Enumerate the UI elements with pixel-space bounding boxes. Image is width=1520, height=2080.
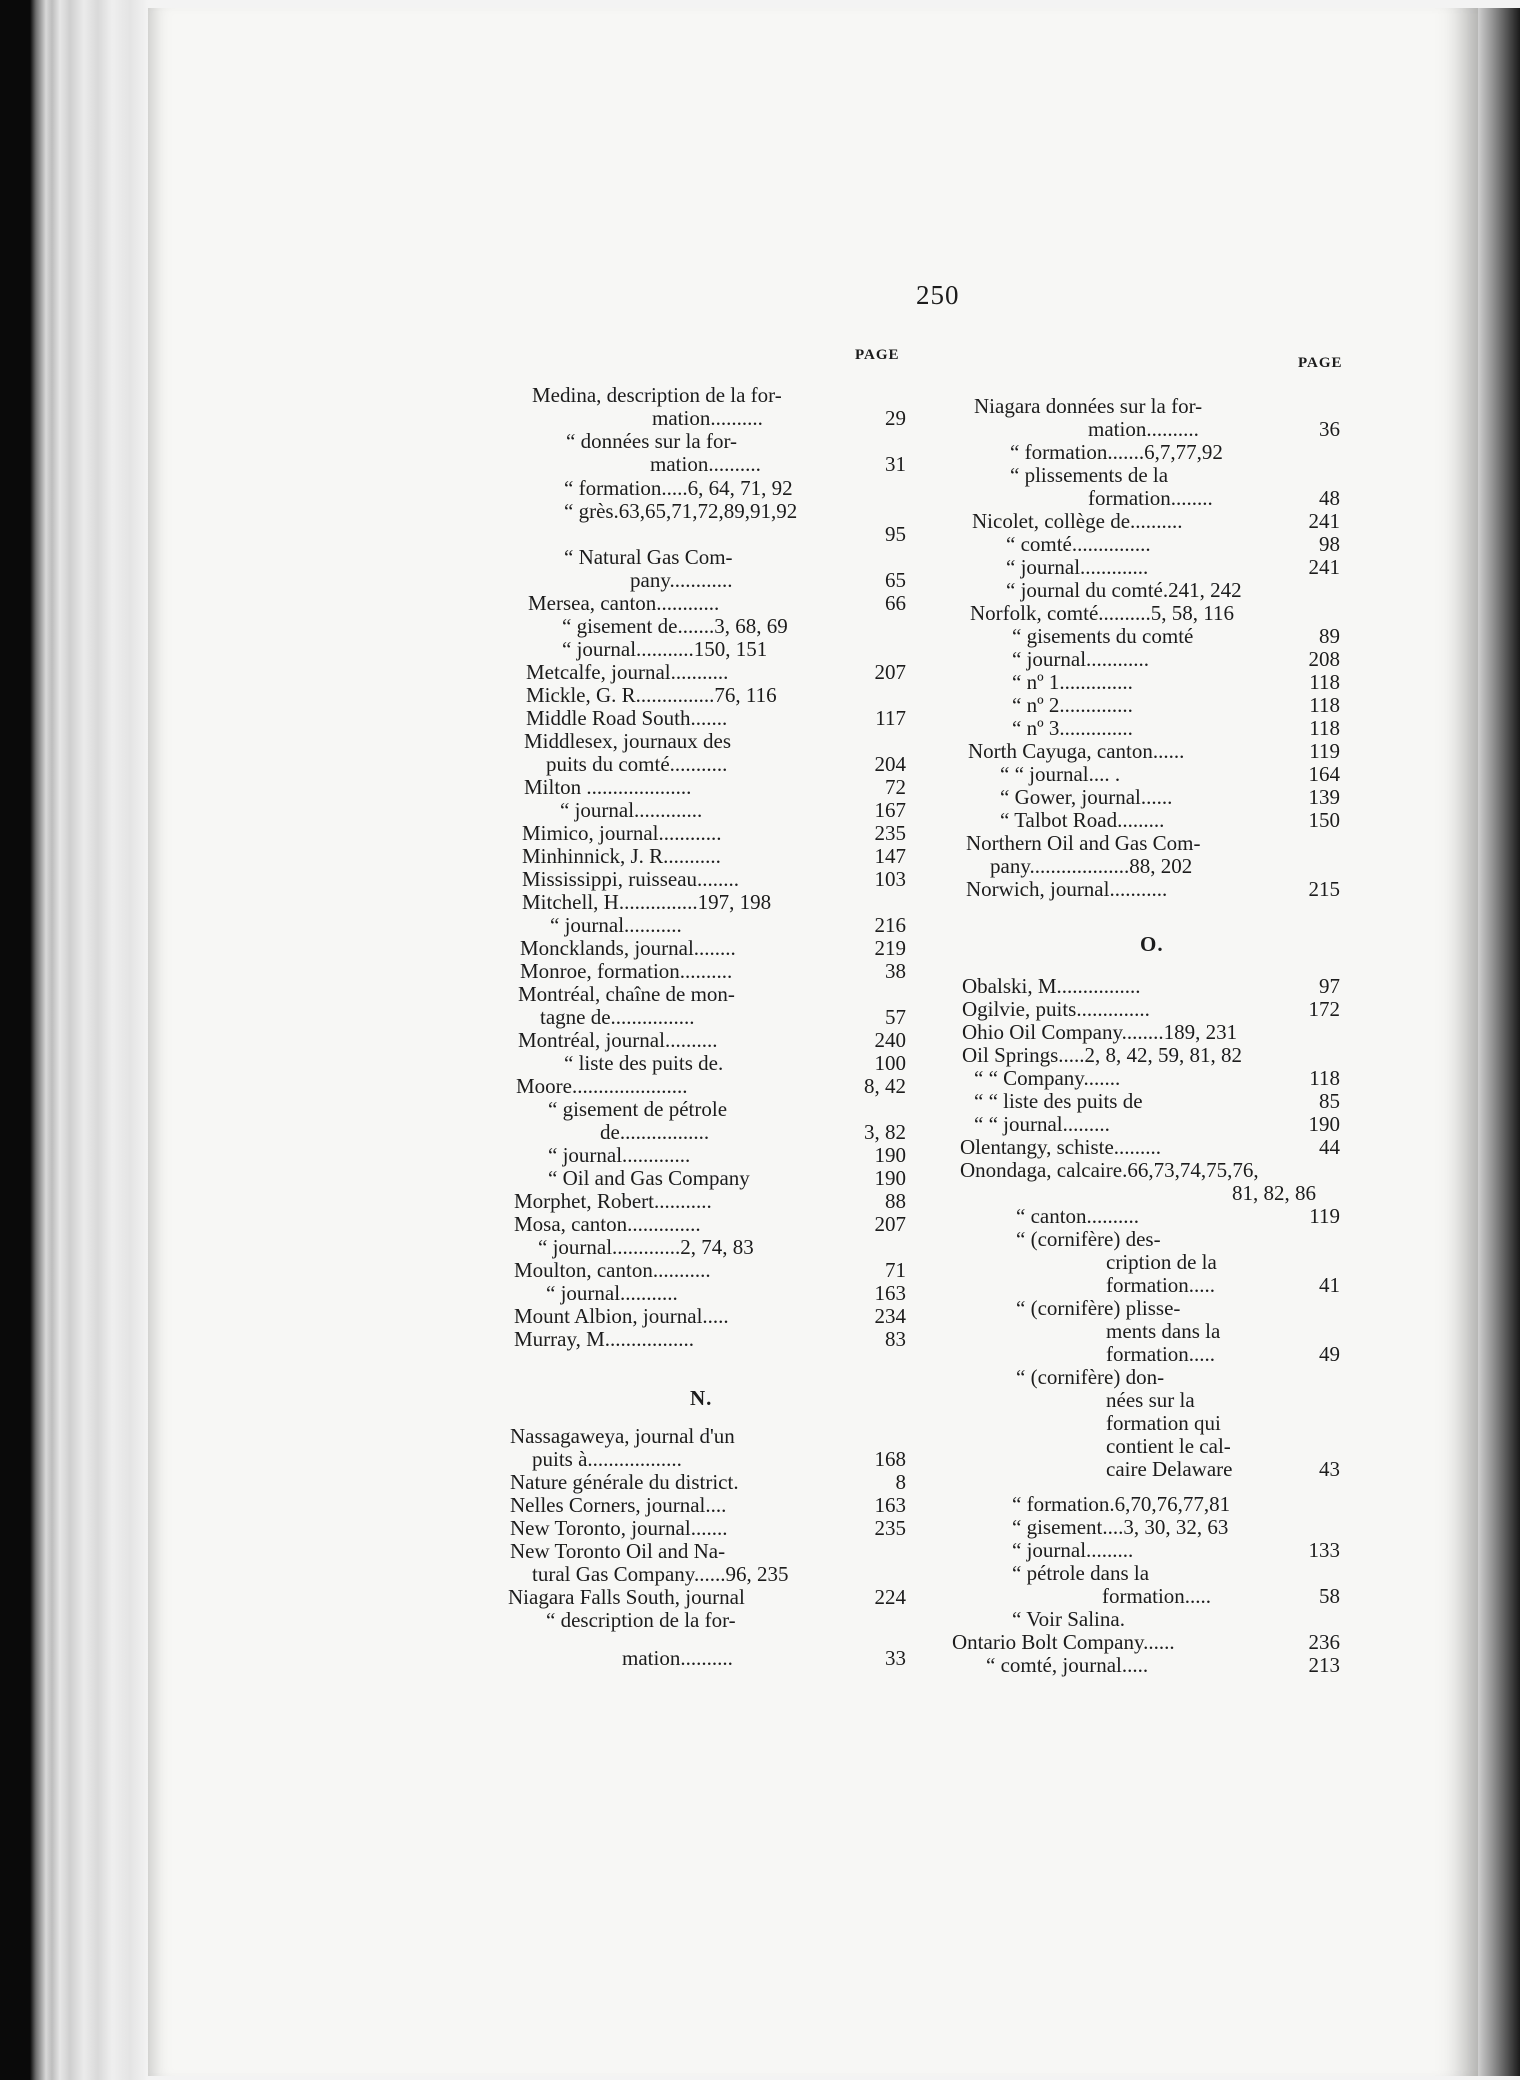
- index-entry-page: 216: [874, 913, 906, 937]
- index-entry-text: puits du comté...........: [546, 752, 728, 776]
- index-entry: [550, 914, 906, 937]
- index-entry: [538, 1236, 906, 1259]
- index-entry-text: Medina, description de la for-: [532, 383, 782, 407]
- index-entry: [510, 1540, 906, 1563]
- index-entry-text: Montréal, chaîne de mon-: [518, 982, 735, 1006]
- index-entry-text: Northern Oil and Gas Com-: [966, 831, 1201, 855]
- index-entry-text: Norwich, journal...........: [966, 877, 1168, 901]
- index-entry-page: 89: [1319, 624, 1340, 648]
- index-entry-text: “ canton..........: [1016, 1204, 1140, 1228]
- index-entry-text: “ journal du comté.241, 242: [1006, 578, 1242, 602]
- index-entry-text: New Toronto, journal.......: [510, 1516, 728, 1540]
- index-entry-page: 172: [1308, 997, 1340, 1021]
- index-entry-text: Middlesex, journaux des: [524, 729, 732, 753]
- index-entry-page: 95: [885, 522, 906, 546]
- index-entry-text: “ formation.6,70,76,77,81: [1012, 1492, 1231, 1516]
- index-entry: [1012, 1516, 1340, 1539]
- index-entry: [522, 822, 906, 845]
- index-entry: [532, 1448, 906, 1471]
- index-entry-page: 66: [885, 591, 906, 615]
- index-entry-page: 240: [874, 1028, 906, 1052]
- index-entry-page: 219: [874, 936, 906, 960]
- index-entry-text: Onondaga, calcaire.66,73,74,75,76,: [960, 1158, 1259, 1182]
- index-entry-text: ments dans la: [1106, 1319, 1221, 1343]
- index-entry: [1006, 533, 1340, 556]
- index-entry: [560, 799, 906, 822]
- index-entry: [970, 602, 1340, 625]
- index-entry-text: “ formation.......6,7,77,92: [1010, 440, 1223, 464]
- index-entry: [1012, 1493, 1340, 1516]
- index-entry-text: tural Gas Company......96, 235: [532, 1562, 789, 1586]
- index-entry: [562, 638, 906, 661]
- index-entry-text: Ontario Bolt Company......: [952, 1630, 1175, 1654]
- index-entry: [548, 1167, 906, 1190]
- index-entry: [962, 975, 1340, 998]
- index-entry-page: 119: [1309, 739, 1340, 763]
- index-entry-page: 235: [874, 1516, 906, 1540]
- index-entry-text: “ description de la for-: [546, 1608, 736, 1632]
- index-entry-text: formation.....: [1102, 1584, 1212, 1608]
- index-entry-text: “ “ Company.......: [974, 1066, 1121, 1090]
- index-entry: [1102, 1585, 1340, 1608]
- index-entry-page: 41: [1319, 1273, 1340, 1297]
- index-entry: [562, 615, 906, 638]
- index-entry-page: 97: [1319, 974, 1340, 998]
- index-entry: [1232, 1182, 1340, 1205]
- index-entry-text: Murray, M.................: [514, 1327, 695, 1351]
- index-entry-page: 117: [875, 706, 906, 730]
- index-entry: [514, 1305, 906, 1328]
- index-entry-text: Ogilvie, puits..............: [962, 997, 1150, 1021]
- index-entry-page: 118: [1309, 1066, 1340, 1090]
- right-column-page-header: PAGE: [1298, 355, 1343, 371]
- index-entry-text: Mississippi, ruisseau........: [522, 867, 740, 891]
- index-entry-page: 204: [874, 752, 906, 776]
- index-entry: [564, 477, 906, 500]
- index-entry-page: 49: [1319, 1342, 1340, 1366]
- index-entry: [1106, 1251, 1340, 1274]
- index-entry: [1106, 1274, 1340, 1297]
- page-gutter-shadow: [1478, 8, 1520, 2076]
- index-entry-page: 65: [885, 568, 906, 592]
- index-entry: [1106, 1320, 1340, 1343]
- index-entry: [630, 569, 906, 592]
- section-letter-n: N.: [690, 1386, 713, 1410]
- index-entry-text: tagne de................: [540, 1005, 695, 1029]
- index-entry-text: “ “ liste des puits de: [974, 1089, 1143, 1113]
- index-entry-text: “ grès.63,65,71,72,89,91,92: [564, 499, 798, 523]
- index-entry-text: “ journal.............2, 74, 83: [538, 1235, 754, 1259]
- index-entry: [532, 384, 906, 407]
- index-entry: [564, 546, 906, 569]
- index-entry: [1000, 763, 1340, 786]
- index-entry-text: “ journal...........: [546, 1281, 678, 1305]
- index-entry-text: “ Natural Gas Com-: [564, 545, 733, 569]
- index-entry-text: Mersea, canton............: [528, 591, 720, 615]
- index-entry-page: 208: [1308, 647, 1340, 671]
- index-entry-page: 236: [1308, 1630, 1340, 1654]
- index-entry: [652, 407, 906, 430]
- index-entry: [522, 891, 906, 914]
- index-entry-text: “ gisements du comté: [1012, 624, 1194, 648]
- index-entry-page: 164: [1308, 762, 1340, 786]
- index-entry-page: 213: [1308, 1653, 1340, 1677]
- index-entry: [1016, 1205, 1340, 1228]
- index-entry: [510, 1517, 906, 1540]
- index-entry-text: Norfolk, comté..........5, 58, 116: [970, 601, 1235, 625]
- index-entry: [546, 753, 906, 776]
- index-entry-page: 57: [885, 1005, 906, 1029]
- index-entry-text: “ journal.............: [1006, 555, 1149, 579]
- index-entry-text: Moulton, canton...........: [514, 1258, 711, 1282]
- index-entry-page: 150: [1308, 808, 1340, 832]
- index-entry-page: 119: [1309, 1204, 1340, 1228]
- index-entry-text: formation.....: [1106, 1342, 1216, 1366]
- index-entry-text: Moore......................: [516, 1074, 688, 1098]
- index-entry-text: formation.....: [1106, 1273, 1216, 1297]
- index-entry: [1016, 1297, 1340, 1320]
- index-entry-text: Oil Springs.....2, 8, 42, 59, 81, 82: [962, 1043, 1243, 1067]
- index-entry-text: “ nº 3..............: [1012, 716, 1133, 740]
- index-entry: [1088, 418, 1340, 441]
- index-entry: [520, 960, 906, 983]
- index-entry-page: 85: [1319, 1089, 1340, 1113]
- index-entry-text: Mosa, canton..............: [514, 1212, 701, 1236]
- index-entry-page: 83: [885, 1327, 906, 1351]
- index-entry-page: 44: [1319, 1135, 1340, 1159]
- index-entry: [962, 998, 1340, 1021]
- index-entry-text: Minhinnick, J. R...........: [522, 844, 721, 868]
- index-entry-page: 190: [874, 1166, 906, 1190]
- index-entry-text: Milton ....................: [524, 775, 692, 799]
- index-entry-text: formation qui: [1106, 1411, 1221, 1435]
- left-column-page-header: PAGE: [855, 347, 900, 363]
- index-entry: [510, 1425, 906, 1448]
- index-entry: [518, 1029, 906, 1052]
- index-entry: [564, 500, 906, 523]
- index-entry-page: 98: [1319, 532, 1340, 556]
- index-entry: [1012, 625, 1340, 648]
- index-entry-text: de.................: [600, 1120, 710, 1144]
- index-entry-text: pany...................88, 202: [990, 854, 1193, 878]
- index-entry: [1000, 786, 1340, 809]
- index-entry: [952, 1631, 1340, 1654]
- index-entry: [510, 1471, 906, 1494]
- index-entry-text: “ nº 1..............: [1012, 670, 1133, 694]
- index-entry-page: 8, 42: [864, 1074, 906, 1098]
- index-entry: [650, 453, 906, 476]
- index-entry-text: mation..........: [652, 406, 763, 430]
- index-entry: [1012, 694, 1340, 717]
- index-entry-text: “ journal.............: [560, 798, 703, 822]
- index-entry: [548, 1098, 906, 1121]
- index-entry-page: 147: [874, 844, 906, 868]
- index-entry-text: puits à..................: [532, 1447, 682, 1471]
- index-entry: [1012, 1562, 1340, 1585]
- index-entry-page: 43: [1319, 1457, 1340, 1481]
- index-entry: [1010, 441, 1340, 464]
- index-entry: [514, 1259, 906, 1282]
- index-entry: [564, 1052, 906, 1075]
- index-entry: [540, 1006, 906, 1029]
- index-entry: [526, 707, 906, 730]
- index-entry-page: 163: [874, 1281, 906, 1305]
- index-entry: [960, 1136, 1340, 1159]
- index-entry: [1106, 1458, 1340, 1481]
- index-entry: [1012, 648, 1340, 671]
- index-entry-text: “ gisement de pétrole: [548, 1097, 728, 1121]
- index-entry: [600, 1121, 906, 1144]
- index-entry-page: 71: [885, 1258, 906, 1282]
- index-entry: [508, 1586, 906, 1609]
- index-entry-text: “ “ journal.... .: [1000, 762, 1121, 786]
- index-entry-text: “ journal...........150, 151: [562, 637, 768, 661]
- index-entry-text: “ formation.....6, 64, 71, 92: [564, 476, 793, 500]
- index-entry-text: Olentangy, schiste.........: [960, 1135, 1162, 1159]
- index-entry: [1106, 1343, 1340, 1366]
- index-entry-page: 118: [1309, 716, 1340, 740]
- index-entry: [986, 1654, 1340, 1677]
- index-entry-page: 167: [874, 798, 906, 822]
- index-entry-text: Mickle, G. R...............76, 116: [526, 683, 777, 707]
- index-entry: [972, 510, 1340, 533]
- index-entry-text: “ (cornifère) plisse-: [1016, 1296, 1181, 1320]
- index-entry-text: caire Delaware: [1106, 1457, 1233, 1481]
- index-entry-text: cription de la: [1106, 1250, 1217, 1274]
- index-entry-text: “ journal............: [1012, 647, 1150, 671]
- index-entry-text: mation..........: [622, 1646, 733, 1670]
- index-entry: [1106, 1435, 1340, 1458]
- index-entry: [514, 1190, 906, 1213]
- index-entry: [522, 845, 906, 868]
- index-entry-page: 224: [874, 1585, 906, 1609]
- index-entry: [974, 395, 1340, 418]
- index-entry-page: 29: [885, 406, 906, 430]
- index-entry: [966, 832, 1340, 855]
- index-entry-page: 33: [885, 1646, 906, 1670]
- index-entry-text: Montréal, journal..........: [518, 1028, 718, 1052]
- index-entry-page: 235: [874, 821, 906, 845]
- index-entry-page: 241: [1308, 555, 1340, 579]
- index-entry-page: 190: [874, 1143, 906, 1167]
- index-entry-text: “ “ journal.........: [974, 1112, 1110, 1136]
- index-entry: [526, 661, 906, 684]
- index-entry-page: 72: [885, 775, 906, 799]
- index-entry: [566, 430, 906, 453]
- index-entry: [1012, 1608, 1340, 1631]
- index-entry: [1010, 464, 1340, 487]
- index-entry: [526, 684, 906, 707]
- index-entry: [1016, 1366, 1340, 1389]
- index-entry: [1012, 671, 1340, 694]
- index-entry-text: “ comté...............: [1006, 532, 1151, 556]
- index-entry: [546, 1282, 906, 1305]
- index-entry-page: 88: [885, 1189, 906, 1213]
- index-entry-text: Middle Road South.......: [526, 706, 728, 730]
- index-entry-text: mation..........: [1088, 417, 1199, 441]
- index-entry-page: 234: [874, 1304, 906, 1328]
- index-entry-text: Obalski, M................: [962, 974, 1141, 998]
- index-entry: [990, 855, 1340, 878]
- index-entry-text: “ gisement....3, 30, 32, 63: [1012, 1515, 1229, 1539]
- index-entry-text: “ données sur la for-: [566, 429, 738, 453]
- index-entry: [962, 1021, 1340, 1044]
- index-entry: [974, 1113, 1340, 1136]
- index-entry-text: “ journal.............: [548, 1143, 691, 1167]
- index-entry-text: 81, 82, 86: [1232, 1181, 1316, 1205]
- index-entry-text: Mount Albion, journal.....: [514, 1304, 729, 1328]
- index-entry-page: 3, 82: [864, 1120, 906, 1144]
- index-entry-text: Nicolet, collège de..........: [972, 509, 1183, 533]
- index-entry: [974, 1090, 1340, 1113]
- index-entry: [1106, 1389, 1340, 1412]
- index-entry-text: Niagara données sur la for-: [974, 394, 1203, 418]
- index-entry-text: nées sur la: [1106, 1388, 1195, 1412]
- index-entry-text: “ journal...........: [550, 913, 682, 937]
- index-entry: [622, 1647, 906, 1670]
- index-entry: [960, 1159, 1340, 1182]
- index-entry-page: 118: [1309, 693, 1340, 717]
- index-entry-page: 168: [874, 1447, 906, 1471]
- index-entry-page: 163: [874, 1493, 906, 1517]
- index-entry-text: Niagara Falls South, journal: [508, 1585, 745, 1609]
- index-entry-text: Moncklands, journal........: [520, 936, 736, 960]
- index-entry-text: “ comté, journal.....: [986, 1653, 1149, 1677]
- index-entry: [1012, 1539, 1340, 1562]
- index-entry-text: New Toronto Oil and Na-: [510, 1539, 726, 1563]
- index-entry-text: Monroe, formation..........: [520, 959, 733, 983]
- index-entry-page: 207: [874, 660, 906, 684]
- index-entry-text: North Cayuga, canton......: [968, 739, 1185, 763]
- index-entry: [510, 1494, 906, 1517]
- index-entry: [548, 1144, 906, 1167]
- index-entry-text: “ Oil and Gas Company: [548, 1166, 750, 1190]
- index-entry-page: 103: [874, 867, 906, 891]
- index-entry: [546, 1609, 906, 1632]
- index-entry-text: “ Gower, journal......: [1000, 785, 1173, 809]
- index-entry-text: “ plissements de la: [1010, 463, 1169, 487]
- index-entry-page: 133: [1308, 1538, 1340, 1562]
- index-entry: [514, 1328, 906, 1351]
- index-entry: [524, 776, 906, 799]
- index-entry-page: 100: [874, 1051, 906, 1075]
- index-entry: [522, 868, 906, 891]
- index-entry-page: 241: [1308, 509, 1340, 533]
- index-entry: [968, 740, 1340, 763]
- index-entry-text: Mimico, journal............: [522, 821, 722, 845]
- index-entry-page: 207: [874, 1212, 906, 1236]
- index-entry: [516, 1075, 906, 1098]
- index-entry: [1006, 579, 1340, 602]
- index-entry: [1000, 809, 1340, 832]
- index-entry: [532, 1563, 906, 1586]
- index-entry-text: “ gisement de.......3, 68, 69: [562, 614, 788, 638]
- index-entry-text: Nassagaweya, journal d'un: [510, 1424, 735, 1448]
- index-entry: [520, 937, 906, 960]
- index-entry-page: 36: [1319, 417, 1340, 441]
- index-entry: [1016, 1228, 1340, 1251]
- index-entry: [1012, 717, 1340, 740]
- index-entry: [514, 1213, 906, 1236]
- index-entry-text: mation..........: [650, 452, 761, 476]
- index-entry-text: Nature générale du district.: [510, 1470, 739, 1494]
- index-entry-text: “ nº 2..............: [1012, 693, 1133, 717]
- index-entry-page: 8: [895, 1470, 906, 1494]
- index-entry-text: contient le cal-: [1106, 1434, 1231, 1458]
- index-entry-text: “ (cornifère) don-: [1016, 1365, 1165, 1389]
- section-letter-o: O.: [1140, 932, 1164, 956]
- index-entry: [560, 523, 906, 546]
- index-entry-text: “ liste des puits de.: [564, 1051, 724, 1075]
- index-entry-text: pany............: [630, 568, 733, 592]
- index-entry-text: “ Talbot Road.........: [1000, 808, 1165, 832]
- index-entry-page: 190: [1308, 1112, 1340, 1136]
- index-entry-text: Nelles Corners, journal....: [510, 1493, 727, 1517]
- index-entry: [974, 1067, 1340, 1090]
- index-entry-text: Metcalfe, journal...........: [526, 660, 729, 684]
- index-entry-text: “ Voir Salina.: [1012, 1607, 1125, 1631]
- index-entry: [524, 730, 906, 753]
- index-entry-text: “ journal.........: [1012, 1538, 1134, 1562]
- index-entry: [966, 878, 1340, 901]
- index-entry-page: 139: [1308, 785, 1340, 809]
- index-entry-text: formation........: [1088, 486, 1213, 510]
- index-entry-page: 31: [885, 452, 906, 476]
- index-entry-text: Mitchell, H...............197, 198: [522, 890, 772, 914]
- index-entry-text: “ (cornifère) des-: [1016, 1227, 1161, 1251]
- page-number: 250: [916, 280, 960, 310]
- index-entry: [518, 983, 906, 1006]
- index-entry-page: 215: [1308, 877, 1340, 901]
- index-entry-page: 38: [885, 959, 906, 983]
- index-entry-text: Morphet, Robert...........: [514, 1189, 712, 1213]
- index-entry-text: Ohio Oil Company........189, 231: [962, 1020, 1238, 1044]
- index-entry-page: 48: [1319, 486, 1340, 510]
- index-entry-page: 118: [1309, 670, 1340, 694]
- index-entry: [1088, 487, 1340, 510]
- index-entry: [962, 1044, 1340, 1067]
- index-entry-page: 58: [1319, 1584, 1340, 1608]
- index-entry: [1006, 556, 1340, 579]
- index-entry: [528, 592, 906, 615]
- index-entry-text: “ pétrole dans la: [1012, 1561, 1150, 1585]
- index-entry: [1106, 1412, 1340, 1435]
